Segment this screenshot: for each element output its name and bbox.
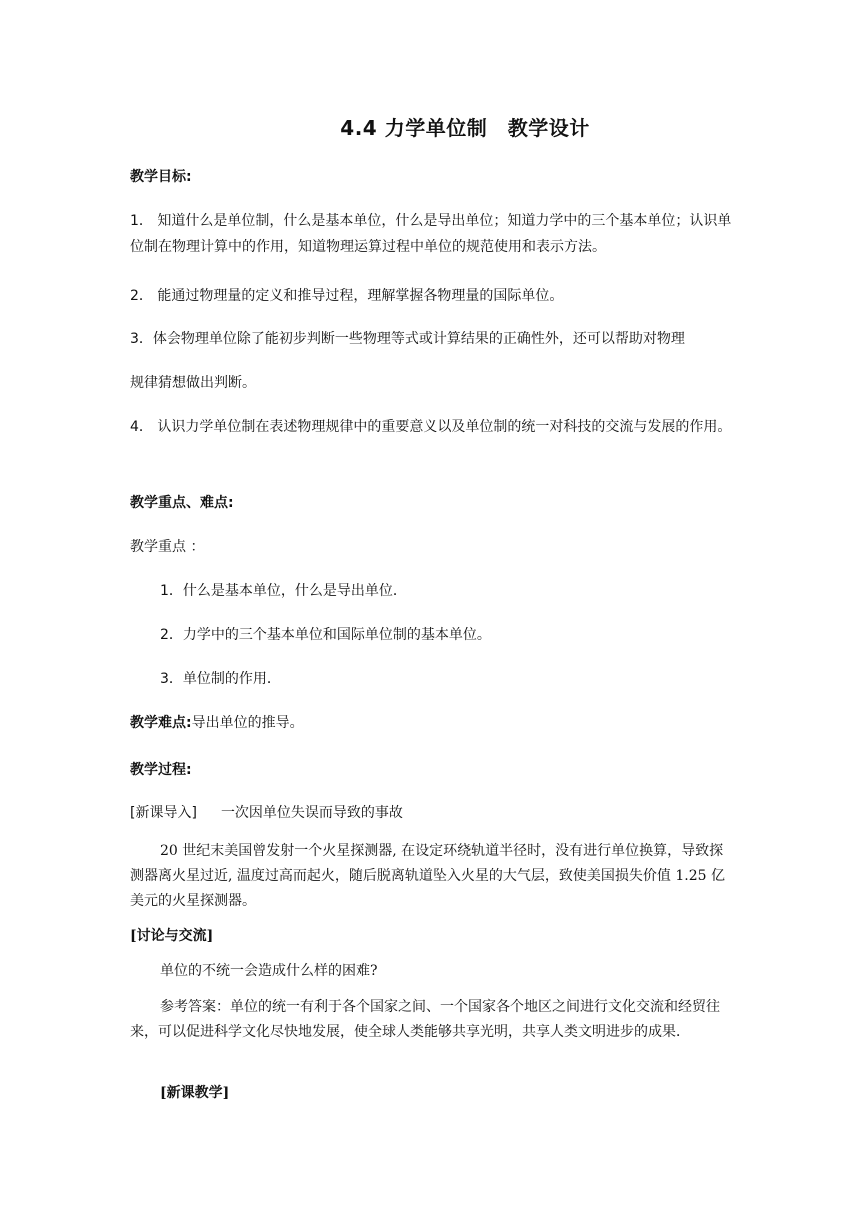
- difficulty-line: [130, 712, 304, 732]
- objectives-heading: 教学目标:: [130, 169, 192, 185]
- intro-tag: [新课导入]: [130, 805, 197, 821]
- intro-story: 20 世纪末美国曾发射一个火星探测器, 在设定环绕轨道半径时，没有进行单位换算，导致探测器离火星过近, 温度过高而起火，随后脱离轨道坠入火星的大气层，致使美国损失价值 1.25 亿美元的火星探测器。: [130, 843, 725, 909]
- objective-3-line1: 3．体会物理单位除了能初步判断一些物理等式或计算结果的正确性外，还可以帮助对物理: [130, 331, 685, 347]
- process-heading: 教学过程:: [130, 762, 192, 778]
- discussion-heading: [讨论与交流]: [130, 928, 214, 944]
- page-title: 4.4 力学单位制 教学设计: [340, 116, 590, 140]
- discussion-answer: 参考答案：单位的统一有利于各个国家之间、一个国家各个地区之间进行文化交流和经贸往来，可以促进科学文化尽快地发展，使全球人类能够共享光明，共享人类文明进步的成果．: [130, 999, 720, 1040]
- objective-1: 1． 知道什么是单位制，什么是基本单位，什么是导出单位；知道力学中的三个基本单位；认识单位制在物理计算中的作用，知道物理运算过程中单位的规范使用和表示方法。: [130, 213, 732, 255]
- objective-4: 4． 认识力学单位制在表述物理规律中的重要意义以及单位制的统一对科技的交流与发展的作用。: [130, 419, 732, 435]
- objective-3-line2: 规律猜想做出判断。: [130, 375, 256, 391]
- key-point-3: 3．单位制的作用．: [160, 671, 281, 687]
- key-label: 教学重点 ：: [130, 539, 205, 555]
- intro-title: 一次因单位失误而导致的事故: [220, 805, 403, 821]
- discussion-question: 单位的不统一会造成什么样的困难?: [160, 963, 378, 979]
- intro-line: [130, 802, 403, 822]
- key-point-1: 1．什么是基本单位，什么是导出单位．: [160, 583, 407, 599]
- objective-2: 2． 能通过物理量的定义和推导过程，理解掌握各物理量的国际单位。: [130, 288, 564, 304]
- difficulty-text: 导出单位的推导。: [191, 715, 304, 731]
- new-lesson-heading: [新课教学]: [160, 1085, 230, 1101]
- key-point-2: 2．力学中的三个基本单位和国际单位制的基本单位。: [160, 627, 491, 643]
- difficulty-label: 教学难点:: [130, 715, 192, 731]
- key-heading: 教学重点、难点:: [130, 495, 234, 511]
